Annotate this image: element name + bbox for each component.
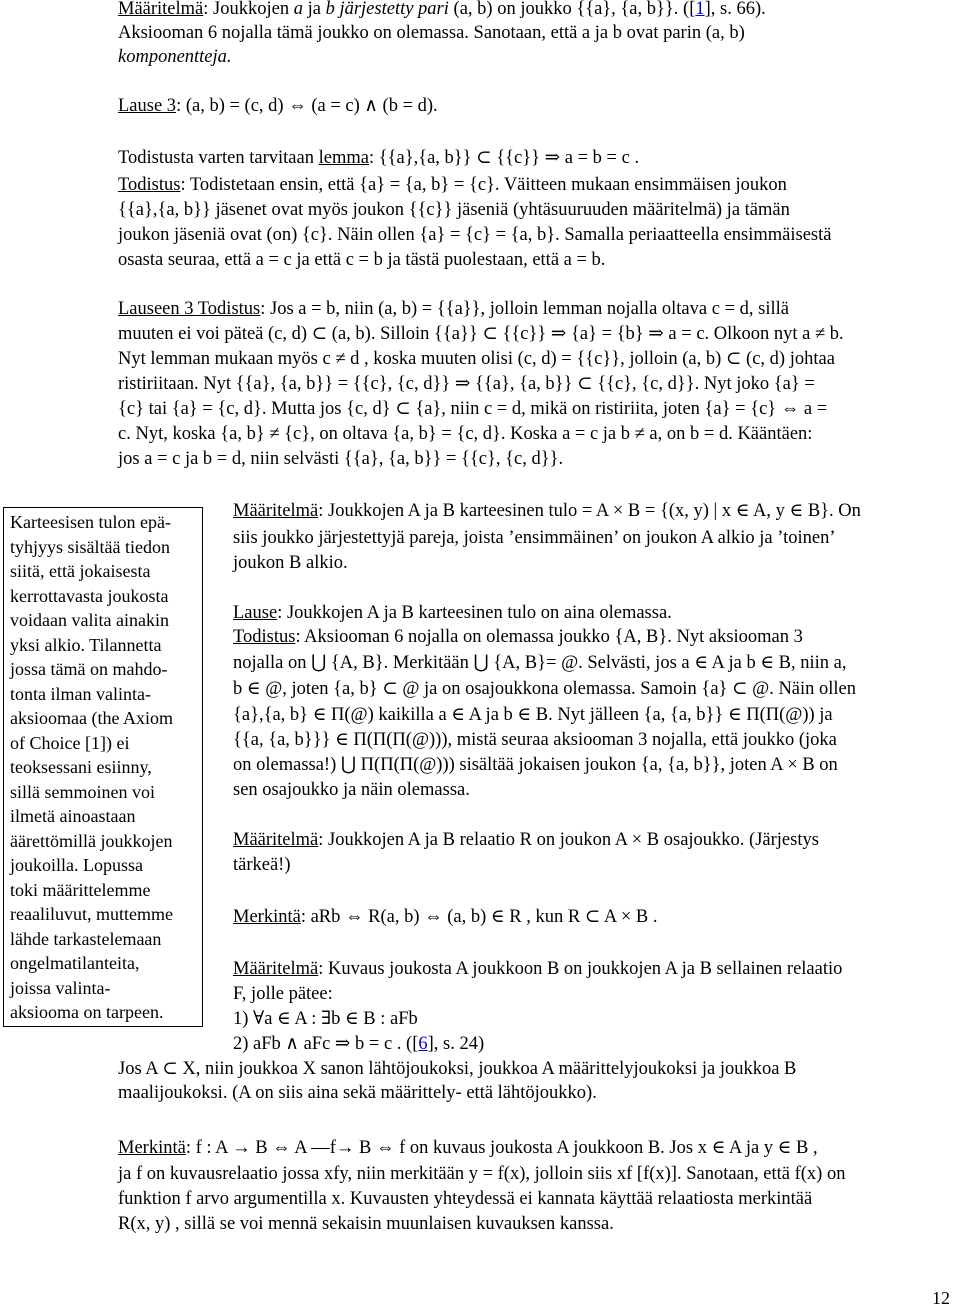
mapping-condition-1: 1) ∀a ∈ A : ∃b ∈ B : aFb xyxy=(233,1009,418,1029)
side-note-line: ongelmatilanteita, xyxy=(10,953,140,973)
theorem-3-proof-line4: ristiriitaan. Nyt {{a}, {a, b}} = {{c}, {c, d}} ⇒ {{a}, {a, b}} ⊂ {{c}, {c, d}}. Nyt joko {a} = xyxy=(118,374,815,394)
mapping-notation-line1: Merkintä: f : A → B ⇔ A —f→ B ⇔ f on kuvaus joukosta A joukkoon B. Jos x ∈ A ja y ∈ B , xyxy=(118,1138,818,1158)
term-lause: Lause xyxy=(233,603,278,623)
side-note-box xyxy=(3,507,203,1027)
side-note-line: tyhjyys sisältää tiedon xyxy=(10,536,170,557)
side-note-line: yksi alkio. Tilannetta xyxy=(10,634,162,655)
theorem-3-proof-line2: muuten ei voi päteä (c, d) ⊂ (a, b). Silloin {{a}} ⊂ {{c}} ⇒ {a} = {b} ⇒ a = c. Olkoon nyt a ≠ b. xyxy=(118,324,844,344)
mapping-condition-2: 2) aFb ∧ aFc ⇒ b = c . ([6], s. 24) xyxy=(233,1034,485,1054)
cartesian-proof-line4: {a},{a, b} ∈ Π(@) kaikilla a ∈ A ja b ∈ B. Nyt jälleen {a, {a, b}} ∈ Π(Π(@)) ja xyxy=(233,705,833,725)
mapping-notation-line4: R(x, y) , sillä se voi mennä sekaisin muunlaisen kuvauksen kanssa. xyxy=(118,1214,614,1234)
side-note-line: sillä semmoinen voi xyxy=(10,781,155,802)
term-merkinta: Merkintä xyxy=(118,1138,186,1158)
theorem-3: Lause 3: (a, b) = (c, d) ⇔ (a = c) ∧ (b = d). xyxy=(118,96,438,116)
reference-link-1[interactable]: 1 xyxy=(695,0,705,19)
term-merkinta: Merkintä xyxy=(233,907,301,927)
lemma-line: Todistusta varten tarvitaan lemma: {{a},{a, b}} ⊂ {{c}} ⇒ a = b = c . xyxy=(118,148,640,168)
side-note-line: äärettömillä joukkojen xyxy=(10,830,173,851)
side-note-line: tonta ilman valinta- xyxy=(10,683,151,704)
definition-ordered-pair-line3: komponentteja. xyxy=(118,47,232,67)
lemma-proof-line3: joukon jäseniä ovat (on) {c}. Näin ollen {a} = {c} = {a, b}. Samalla periaatteella ensimmäisestä xyxy=(118,225,832,245)
cartesian-theorem: Lause: Joukkojen A ja B karteesinen tulo on aina olemassa. xyxy=(233,603,672,623)
side-note-line: ilmetä ainoastaan xyxy=(10,806,136,826)
term-maaritelma: Määritelmä xyxy=(118,0,204,19)
reference-link-6[interactable]: 6 xyxy=(418,1034,428,1054)
theorem-3-proof-line6: c. Nyt, koska {a, b} ≠ {c}, on oltava {a, b} = {c, d}. Koska a = c ja b ≠ a, on b = d. Kääntäen: xyxy=(118,424,813,444)
cartesian-definition-line3: joukon B alkio. xyxy=(233,553,348,573)
cartesian-definition-line1: Määritelmä: Joukkojen A ja B karteesinen tulo = A × B = {(x, y) | x ∈ A, y ∈ B}. On xyxy=(233,501,861,521)
mapping-definition-line1: Määritelmä: Kuvaus joukosta A joukkoon B on joukkojen A ja B sellainen relaatio xyxy=(233,959,843,979)
mapping-definition-line3: Jos A ⊂ X, niin joukkoa X sanon lähtöjoukoksi, joukkoa A määrittelyjoukoksi ja joukkoa B xyxy=(118,1059,797,1079)
side-note-line: reaaliluvut, muttemme xyxy=(10,904,173,924)
cartesian-definition-line2: siis joukko järjestettyjä pareja, joista ’ensimmäinen’ on joukon A alkio ja ’toinen’ xyxy=(233,528,836,548)
side-note-line: jossa tämä on mahdo- xyxy=(10,659,168,679)
side-note-line: joukoilla. Lopussa xyxy=(10,855,143,875)
side-note-line: Karteesisen tulon epä- xyxy=(10,512,171,532)
term-maaritelma: Määritelmä xyxy=(233,830,319,850)
side-note-line: siitä, että jokaisesta xyxy=(10,561,151,581)
term-lemma: lemma xyxy=(318,148,369,168)
relation-definition-line1: Määritelmä: Joukkojen A ja B relaatio R on joukon A × B osajoukko. (Järjestys xyxy=(233,830,819,850)
mapping-notation-line3: funktion f arvo argumentilla x. Kuvausten yhteydessä ei kannata käyttää relaatiosta merkintää xyxy=(118,1189,813,1209)
theorem-3-proof-line1: Lauseen 3 Todistus: Jos a = b, niin (a, b) = {{a}}, jolloin lemman nojalla oltava c = d, sillä xyxy=(118,299,789,319)
side-note-line: teoksessani esiinny, xyxy=(10,757,152,777)
side-note-line: joissa valinta- xyxy=(10,977,111,998)
term-lauseen-3-todistus: Lauseen 3 Todistus xyxy=(118,299,261,319)
theorem-3-proof-line5: {c} tai {a} = {c, d}. Mutta jos {c, d} ⊂ {a}, niin c = d, mikä on ristiriita, joten {a} = {c} ⇔ a = xyxy=(118,399,828,419)
side-note-line: toki määrittelemme xyxy=(10,879,151,900)
lemma-proof-line2: {{a},{a, b}} jäsenet ovat myös joukon {{c}} jäseniä (yhtäsuuruuden määritelmä) ja tämän xyxy=(118,200,790,220)
cartesian-proof-line6: on olemassa!) ⋃ Π(Π(Π(@))) sisältää jokaisen joukon {a, {a, b}}, joten A × B on xyxy=(233,755,838,775)
mapping-definition-line4: maalijoukoksi. (A on siis aina sekä määrittely- että lähtöjoukko). xyxy=(118,1083,597,1103)
theorem-3-proof-line7: jos a = c ja b = d, niin selvästi {{a}, {a, b}} = {{c}, {c, d}}. xyxy=(118,449,564,469)
side-note-line: aksioomaa (the Axiom xyxy=(10,708,173,728)
term-todistus: Todistus xyxy=(118,175,181,195)
term-maaritelma: Määritelmä xyxy=(233,959,319,979)
mapping-notation-line2: ja f on kuvausrelaatio jossa xfy, niin merkitään y = f(x), jolloin siis xf [f(x)]. Sanotaan, että f(x) on xyxy=(118,1164,846,1184)
side-note-line: aksiooma on tarpeen. xyxy=(10,1002,164,1022)
lemma-proof-line4: osasta seuraa, että a = c ja että c = b ja tästä puolestaan, että a = b. xyxy=(118,250,606,270)
cartesian-proof-line2: nojalla on ⋃ {A, B}. Merkitään ⋃ {A, B}= @. Selvästi, jos a ∈ A ja b ∈ B, niin a, xyxy=(233,653,847,673)
side-note-line: voidaan valita ainakin xyxy=(10,610,169,630)
relation-definition-line2: tärkeä!) xyxy=(233,855,291,875)
term-maaritelma: Määritelmä xyxy=(233,501,319,521)
page-number: 12 xyxy=(932,1288,950,1308)
definition-ordered-pair-line2: Aksiooman 6 nojalla tämä joukko on olemassa. Sanotaan, että a ja b ovat parin (a, b) xyxy=(118,23,745,43)
cartesian-proof-line5: {{a, {a, b}}} ∈ Π(Π(Π(@))), mistä seuraa aksiooman 3 nojalla, että joukko (joka xyxy=(233,730,837,750)
mapping-definition-line2: F, jolle pätee: xyxy=(233,984,333,1004)
term-lause-3: Lause 3 xyxy=(118,96,177,116)
relation-notation: Merkintä: aRb ⇔ R(a, b) ⇔ (a, b) ∈ R , kun R ⊂ A × B . xyxy=(233,907,658,927)
cartesian-proof-line3: b ∈ @, joten {a, b} ⊂ @ ja on osajoukkona olemassa. Samoin {a} ⊂ @. Näin ollen xyxy=(233,679,857,699)
side-note-line: lähde tarkastelemaan xyxy=(10,928,162,949)
term-todistus: Todistus xyxy=(233,627,296,647)
side-note-line: kerrottavasta joukosta xyxy=(10,585,169,606)
definition-ordered-pair-line1: Määritelmä: Joukkojen a ja b järjestetty pari (a, b) on joukko {{a}, {a, b}}. ([1], s. 66). xyxy=(118,0,766,19)
side-note-line: of Choice [1]) ei xyxy=(10,732,130,753)
cartesian-proof-line7: sen osajoukko ja näin olemassa. xyxy=(233,780,470,800)
theorem-3-proof-line3: Nyt lemman mukaan myös c ≠ d , koska muuten olisi (c, d) = {{c}}, jolloin (a, b) ⊂ (c, d) johtaa xyxy=(118,349,835,369)
cartesian-proof-line1: Todistus: Aksiooman 6 nojalla on olemassa joukko {A, B}. Nyt aksiooman 3 xyxy=(233,627,803,647)
lemma-proof-line1: Todistus: Todistetaan ensin, että {a} = {a, b} = {c}. Väitteen mukaan ensimmäisen joukon xyxy=(118,175,787,195)
